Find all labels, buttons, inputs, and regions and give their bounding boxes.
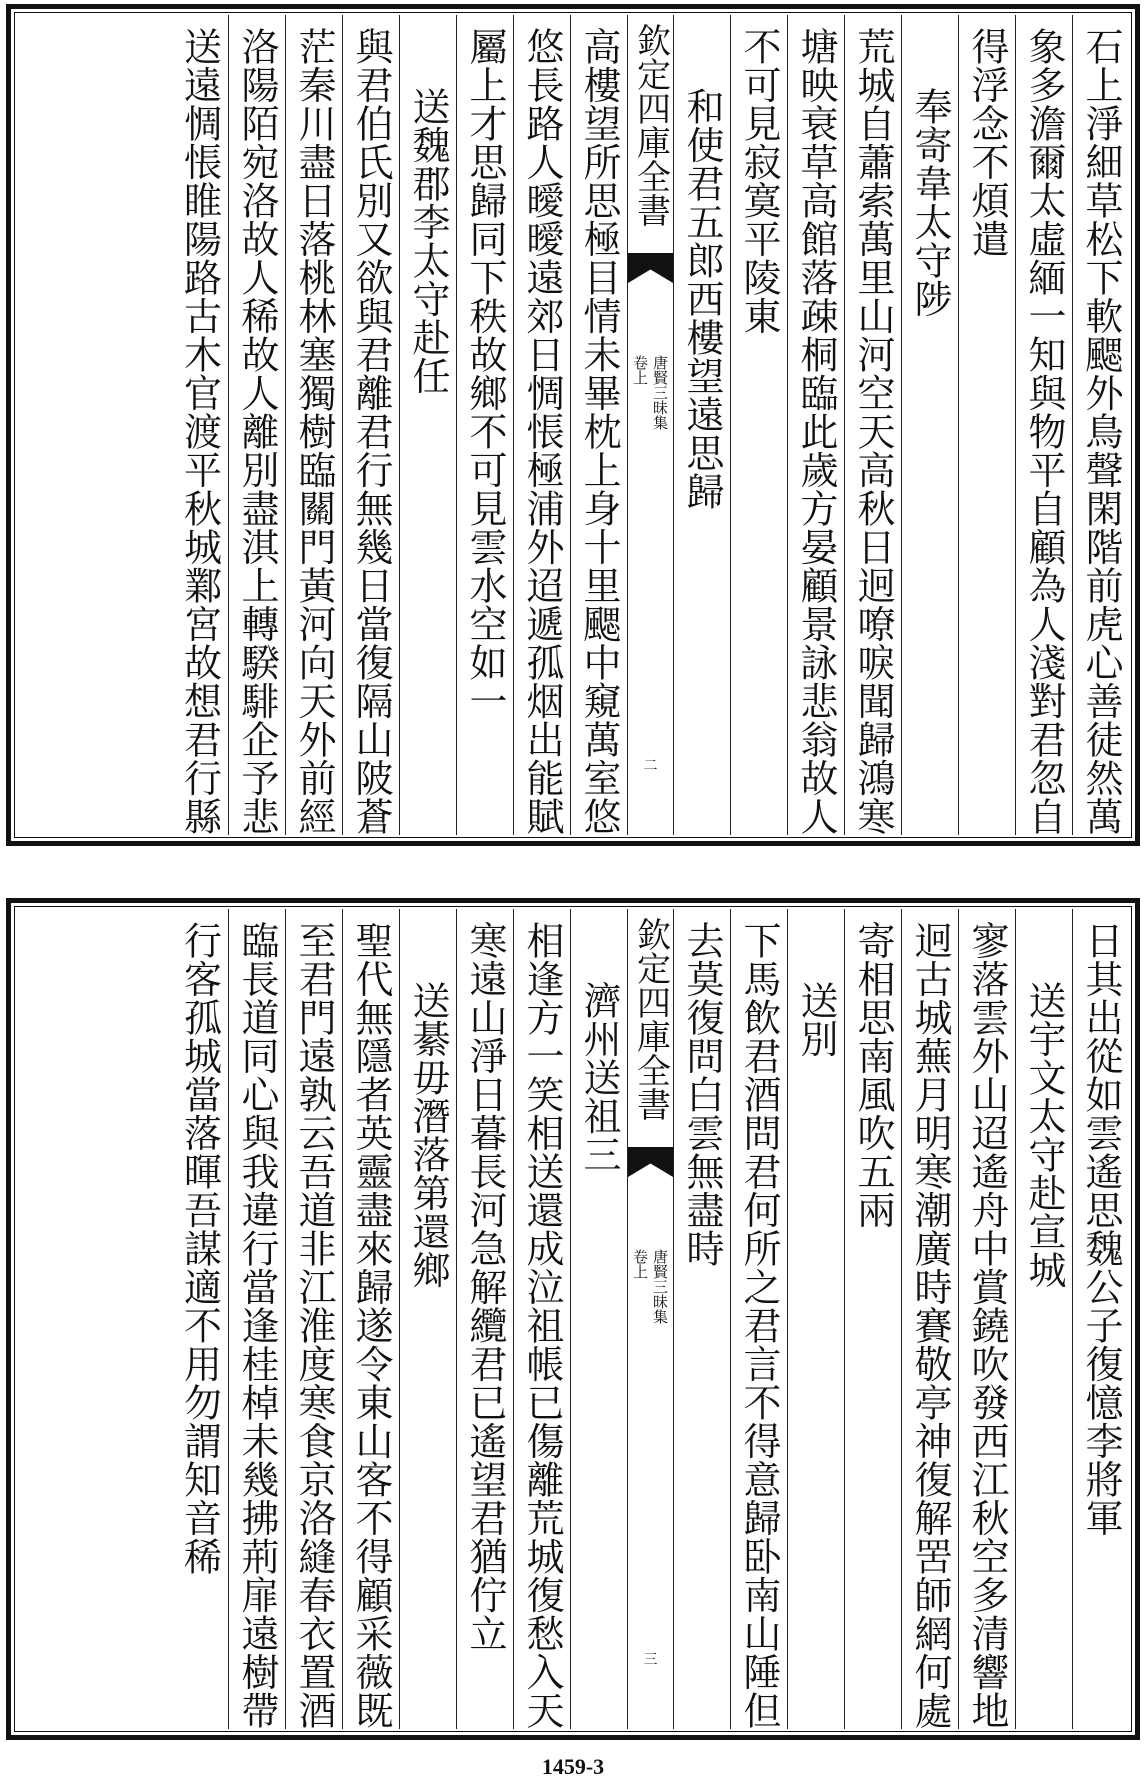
text-column [958, 909, 1015, 1729]
volume-label: 卷上 [631, 355, 649, 385]
text-column [844, 15, 901, 835]
column-text: 聖代無隱者英靈盡來歸遂令東山客不得顧采薇既 [349, 921, 393, 1729]
poem-title: 送綦毋潛落第還鄉 [406, 981, 450, 1289]
column-text: 送遠惆悵睢陽路古木官渡平秋城鄴宮故想君行縣 [177, 27, 222, 835]
text-column [901, 15, 958, 835]
column-text: 下馬飲君酒問君何所之君言不得意歸卧南山陲但 [737, 921, 781, 1729]
column-text: 不可見寂寞平陵東 [737, 27, 781, 335]
column-text: 與君伯氏別又欲與君離君行無幾日當復隔山陂蒼 [349, 27, 393, 835]
text-column [285, 909, 342, 1729]
text-column [399, 15, 456, 835]
text-column [570, 15, 627, 835]
column-text: 塘映衰草高館落疎桐臨此歲方晏顧景詠悲翁故人 [794, 27, 838, 835]
text-column [1015, 15, 1072, 835]
book-title: 欽定四庫全書 [630, 917, 671, 1121]
book-name: 唐賢三昧集 [651, 1249, 669, 1324]
column-text: 得浮念不煩遣 [965, 27, 1009, 258]
poem-title: 送宇文太守赴宣城 [1022, 981, 1066, 1289]
bottom-page [6, 898, 1140, 1740]
column-text: 荒城自蕭索萬里山河空天高秋日迥嘹唳聞歸鴻寒 [851, 27, 895, 835]
column-text: 迥古城蕪月明寒潮廣時賽敬亭神復解罟師網何處 [908, 921, 952, 1729]
text-column [1072, 909, 1129, 1729]
column-text: 去莫復問白雲無盡時 [680, 921, 724, 1268]
fishtail-mark [628, 253, 673, 283]
column-text: 石上淨細草松下軟颸外鳥聲閑階前虎心善徒然萬 [1079, 27, 1123, 835]
column-text: 洛陽陌宛洛故人稀故人離別盡淇上轉騤騑企予悲 [235, 27, 279, 835]
column-text: 行客孤城當落暉吾謀適不用勿謂知音稀 [177, 921, 222, 1576]
text-column [456, 15, 513, 835]
poem-title: 奉寄韋太守陟 [908, 87, 952, 318]
column-text: 日其出從如雲遙思魏公子復憶李將軍 [1079, 921, 1123, 1537]
text-column [958, 15, 1015, 835]
poem-title: 送魏郡李太守赴任 [406, 87, 450, 395]
text-column [513, 15, 570, 835]
poem-title: 送別 [794, 981, 838, 1058]
text-column [228, 909, 285, 1729]
column-text: 寄相思南風吹五兩 [851, 921, 895, 1229]
text-column [456, 909, 513, 1729]
column-text: 茫秦川盡日落桃林塞獨樹臨關門黃河向天外前經 [292, 27, 336, 835]
column-text: 寒遠山淨日暮長河急解纜君已遙望君猶佇立 [463, 921, 507, 1653]
text-column [342, 15, 399, 835]
text-column [673, 15, 730, 835]
text-column [1072, 15, 1129, 835]
volume-label: 卷上 [631, 1249, 649, 1279]
text-column [171, 15, 228, 835]
center-fold [627, 909, 673, 1729]
poem-title: 濟州送祖三 [577, 981, 621, 1174]
column-text: 悠長路人曖曖遠郊日惆悵極浦外迢遞孤烟出能賦 [520, 27, 564, 835]
poem-title: 和使君五郎西樓望遠思歸 [680, 87, 724, 511]
page-number: 三 [643, 1652, 658, 1668]
book-title: 欽定四庫全書 [630, 23, 671, 227]
text-column [570, 909, 627, 1729]
text-column [513, 909, 570, 1729]
text-column [787, 909, 844, 1729]
text-column [1015, 909, 1072, 1729]
text-column [844, 909, 901, 1729]
column-text: 象多澹爾太虛緬一知與物平自顧為人淺對君忽自 [1022, 27, 1066, 835]
footer-page-number: 1459-3 [541, 1754, 605, 1779]
text-column [285, 15, 342, 835]
top-page [6, 4, 1140, 846]
text-column [730, 15, 787, 835]
column-text: 臨長道同心與我違行當逢桂棹未幾拂荊扉遠樹帶 [235, 921, 279, 1729]
page-number: 二 [643, 758, 658, 774]
text-column [901, 909, 958, 1729]
book-name: 唐賢三昧集 [651, 355, 669, 430]
column-text: 高樓望所思極目情未畢枕上身十里颸中窺萬室悠 [577, 27, 621, 835]
text-column [730, 909, 787, 1729]
text-column [171, 909, 228, 1729]
fishtail-mark [628, 1147, 673, 1177]
text-column [787, 15, 844, 835]
center-fold [627, 15, 673, 835]
column-text: 屬上才思歸同下秩故鄉不可見雲水空如一 [463, 27, 507, 720]
text-column [228, 15, 285, 835]
column-text: 至君門遠孰云吾道非江淮度寒食京洛縫春衣置酒 [292, 921, 336, 1729]
column-text: 相逢方一笑相送還成泣祖帳已傷離荒城復愁入天 [520, 921, 564, 1729]
top-columns [17, 15, 1129, 835]
text-column [399, 909, 456, 1729]
bottom-columns [17, 909, 1129, 1729]
column-text: 寥落雲外山迢遙舟中賞鐃吹發西江秋空多清響地 [965, 921, 1009, 1729]
text-column [342, 909, 399, 1729]
text-column [673, 909, 730, 1729]
